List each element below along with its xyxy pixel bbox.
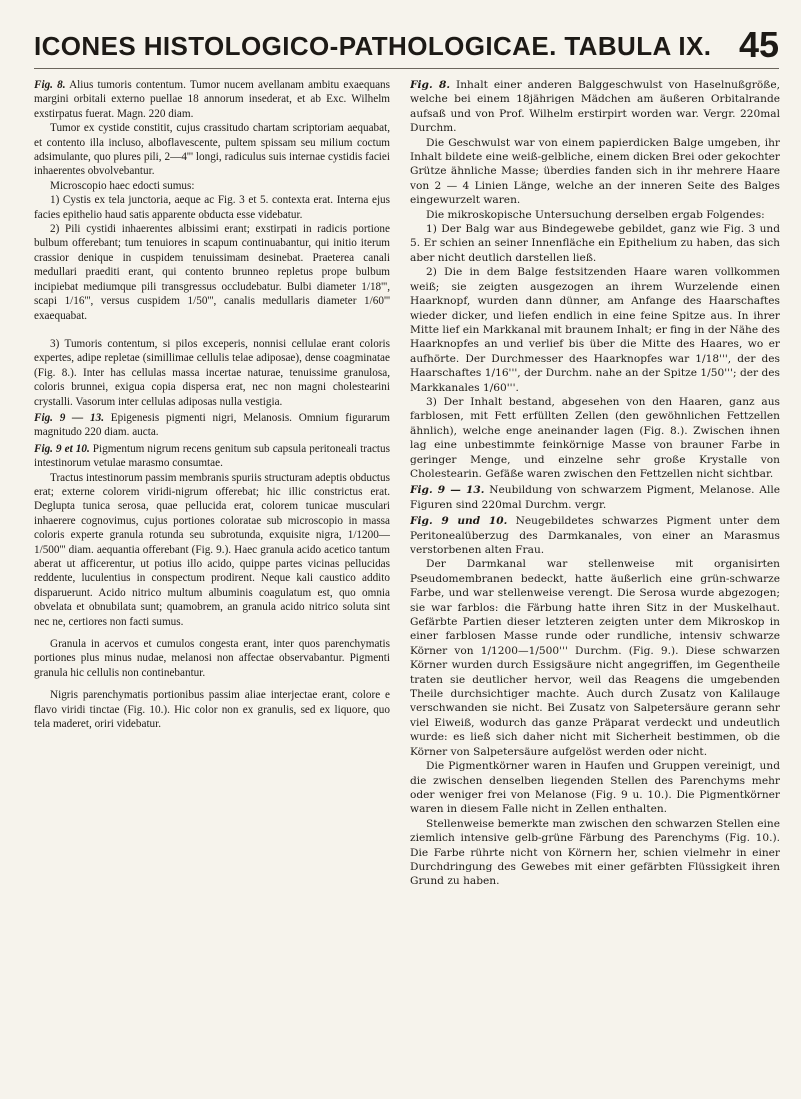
german-paragraph: Fig. 8. Inhalt einer anderen Balggeschwulst von Haselnußgröße, welche bei einem 18jährigen Mädchen am äußeren Orbitalrande aufsaß und von Prof. Wilhelm erstirpirt worden war. Vergr. 220mal Durchm. (410, 79, 780, 135)
latin-paragraph: 1) Cystis ex tela junctoria, aeque ac Fig. 3 et 5. contexta erat. Interna ejus facies epithelio haud satis apparente obducta esse videbatur. (34, 194, 390, 221)
figure-label: Fig. 9 — 13. (34, 411, 104, 424)
latin-paragraph: Tumor ex cystide constitit, cujus crassitudo chartam scriptoriam aequabat, et contento illa incluso, alboflavescente, pultem spissam seu milium coctum adsimulante, quo plures pili, 2—4''' longi, radiculus suis internae cystidis faciei inhaerentes obvolvebantur. (34, 122, 390, 178)
latin-paragraph: Nigris parenchymatis portionibus passim aliae interjectae erant, colore e flavo viridi tinctae (Fig. 10.). Hic color non ex granulis, sed ex liquore, quo tela maderet, oriri videbatur. (34, 689, 390, 731)
latin-paragraph: Fig. 9 et 10. Pigmentum nigrum recens genitum sub capsula peritoneali tractus intestinorum vetulae marasmo consumtae. (34, 442, 390, 470)
german-paragraph: Stellenweise bemerkte man zwischen den schwarzen Stellen eine ziemlich intensive gelb-grüne Färbung des Parenchyms (Fig. 10.). Die Farbe rührte nicht von Körnern her, schien vielmehr in einer Durchdringung des Gewebes mit einer gefärbten Flüssigkeit ihren Grund zu haben. (410, 817, 780, 888)
latin-paragraph: Fig. 8. Alius tumoris contentum. Tumor nucem avellanam ambitu exaequans margini orbitali externo puellae 18 annorum insederat, et ab Exc. Wilhelm exstirpatus fuerat. Magn. 220 diam. (34, 79, 390, 120)
page-number: 45 (738, 24, 779, 65)
german-paragraph: Die mikroskopische Untersuchung derselben ergab Folgendes: (426, 208, 765, 221)
german-paragraph: 3) Der Inhalt bestand, abgesehen von den Haaren, ganz aus farblosen, mit Fett erfüllten Zellen (den gewöhnlichen Fettzellen ähnlich), welche enge aneinander lagen (Fig. 8.). Zwischen ihnen lag eine unbestimmte feinkörnige Masse von brauner Farbe in geringer Menge, und einzelne sehr große Krystalle von Cholestearin. Gefäße waren zwischen den Fettzellen nicht sichtbar. (410, 395, 780, 480)
page-header (34, 10, 779, 69)
figure-label: Fig. 9 et 10. (34, 442, 90, 455)
latin-column (34, 76, 390, 1086)
figure-label: Fig. 9 — 13. (410, 484, 485, 497)
german-paragraph: Fig. 9 und 10. Neugebildetes schwarzes Pigment unter dem Peritonealüberzug des Darmkanales, von einer an Marasmus verstorbenen alten Frau. (410, 515, 780, 556)
german-paragraph: Die Pigmentkörner waren in Haufen und Gruppen vereinigt, und die zwischen denselben liegenden Stellen des Parenchyms mehr oder weniger frei von Melanose (Fig. 9 u. 10.). Die Pigmentkörner waren in diesem Falle nicht in Zellen enthalten. (410, 760, 780, 816)
german-paragraph: 2) Die in dem Balge festsitzenden Haare waren vollkommen weiß; sie zeigten ausgezogen an ihrem Wurzelende einen Haarknopf, wurden dann dünner, am Anfange des Haarschaftes wieder dicker, und liefen endlich in eine feine Spitze aus. In ihrer Mitte lief ein Markkanal mit braunem Inhalt; er fing in der Nähe des Haarknopfes an und verlief bis über die Mitte des Haares, wo er aufhörte. Der Durchmesser des Haarknopfes war 1/18''', der des Haarschaftes 1/16''', der Durchm. nahe an der Spitze 1/50'''; der des Markkanales 1/60'''. (410, 266, 780, 394)
german-paragraph: 1) Der Balg war aus Bindegewebe gebildet, ganz wie Fig. 3 und 5. Er schien an seiner Innenfläche ein Epithelium zu haben, das sich aber nicht deutlich darstellen ließ. (410, 223, 780, 264)
latin-paragraph: Tractus intestinorum passim membranis spuriis structuram adeptis obductus erat; externe colorem viridi-nigrum offerebat; hic illic constrictus erat. Deglupta tunica serosa, quae pellucida erat, colorem tunicae musculari inhaerere cognovimus, cujus portiones coloratae sub microscopio in massa coloris experte granula rotunda seu subrotunda, exquisite nigra, 1/1200—1/500''' diam. aequantia offerebant (Fig. 9.). Haec granula acido acetico tantum aberat ut afficerentur, ut potius illo acido, quippe partes vicinas pellucidas reddente, luculentius in conspectum prodirent. Neque kali caustico addito disparuerunt. Acido nitrico multum albuminis coagulatum est, quo omnia obvelata et obnubilata sunt; quamobrem, an granula acido nitrico soluta sint nec ne, certiores non facti sumus. (34, 471, 390, 628)
latin-paragraph: 2) Pili cystidi inhaerentes albissimi erant; exstirpati in radicis portione bulbum offerebant; tum tenuiores in scapum continuabantur, qui initio iterum crassior denique in cuspidem tenuissimam desinebat. Praeterea canali medullari praediti erant, qui contento brunneo repletus prope bulbum incipiebat mediumque pili transgressus occludebatur. Bulbi diameter 1/18''', scapi 1/16''', versus cuspidem 1/50''', canalis medullaris diameter 1/60''' exaequabat. (34, 223, 390, 322)
running-title: ICONES HISTOLOGICO-PATHOLOGICAE. TABULA IX. (34, 31, 712, 61)
figure-label: Fig. 9 und 10. (410, 515, 508, 528)
latin-paragraph: 3) Tumoris contentum, si pilos exceperis, nonnisi cellulae erant coloris expertes, adipe repletae (simillimae cellulis telae adiposae), dense coagminatae (Fig. 8.). Inter has cellulas massa incertae naturae, tenuissime granulosa, coloris brunnei, exigua copia dispersa erat, nec non magni cholestearini crystalli. Vasorum inter cellulas adiposas nulla vestigia. (34, 337, 390, 408)
latin-paragraph: Microscopio haec edocti sumus: (50, 179, 195, 192)
latin-paragraph: Granula in acervos et cumulos congesta erant, inter quos parenchymatis portiones plus minus nudae, melanosi non affectae observabantur. Pigmenti granula hic cellulis non continebantur. (34, 638, 390, 679)
german-paragraph: Die Geschwulst war von einem papierdicken Balge umgeben, ihr Inhalt bildete eine weiß-gelbliche, einem dicken Brei oder gekochter Grütze ähnliche Masse; überdies fanden sich in ihr mehrere Haare von 2 — 4 Linien Länge, welche an der inneren Seite des Balges eingewurzelt waren. (410, 136, 780, 207)
german-paragraph: Der Darmkanal war stellenweise mit organisirten Pseudomembranen bedeckt, hatte äußerlich eine grün-schwarze Farbe, und war stellenweise verengt. Die Serosa wurde abgezogen; sie war farblos: die Färbung hatte ihren Sitz in der Muskelhaut. Gefärbte Partien dieser letzteren zeigten unter dem Mikroskop in einer farblosen Masse runde oder rundliche, intensiv schwarze Körner von 1/1200—1/500''' Durchm. (Fig. 9.). Diese schwarzen Körner wurden durch Essigsäure nicht angegriffen, im Gegentheile traten sie deutlicher hervor, weil das Reagens die umgebenden Theile durchsichtiger machte. Auch durch Zusatz von Kalilauge verschwanden sie nicht. Bei Zusatz von Salpetersäure gerann sehr viel Eiweiß, wodurch das ganze Präparat verdeckt und undeutlich wurde: es ließ sich daher nicht mit Sicherheit bestimmen, ob die Körner von Salpetersäure aufgelöst werden oder nicht. (410, 558, 780, 758)
german-column (410, 76, 780, 1086)
figure-label: Fig. 8. (410, 79, 451, 91)
german-paragraph: Fig. 9 — 13. Neubildung von schwarzem Pigment, Melanose. Alle Figuren sind 220mal Durchm. vergr. (410, 484, 780, 511)
figure-label: Fig. 8. (34, 79, 66, 91)
latin-paragraph: Fig. 9 — 13. Epigenesis pigmenti nigri, Melanosis. Omnium figurarum magnitudo 220 diam. aucta. (34, 411, 390, 439)
